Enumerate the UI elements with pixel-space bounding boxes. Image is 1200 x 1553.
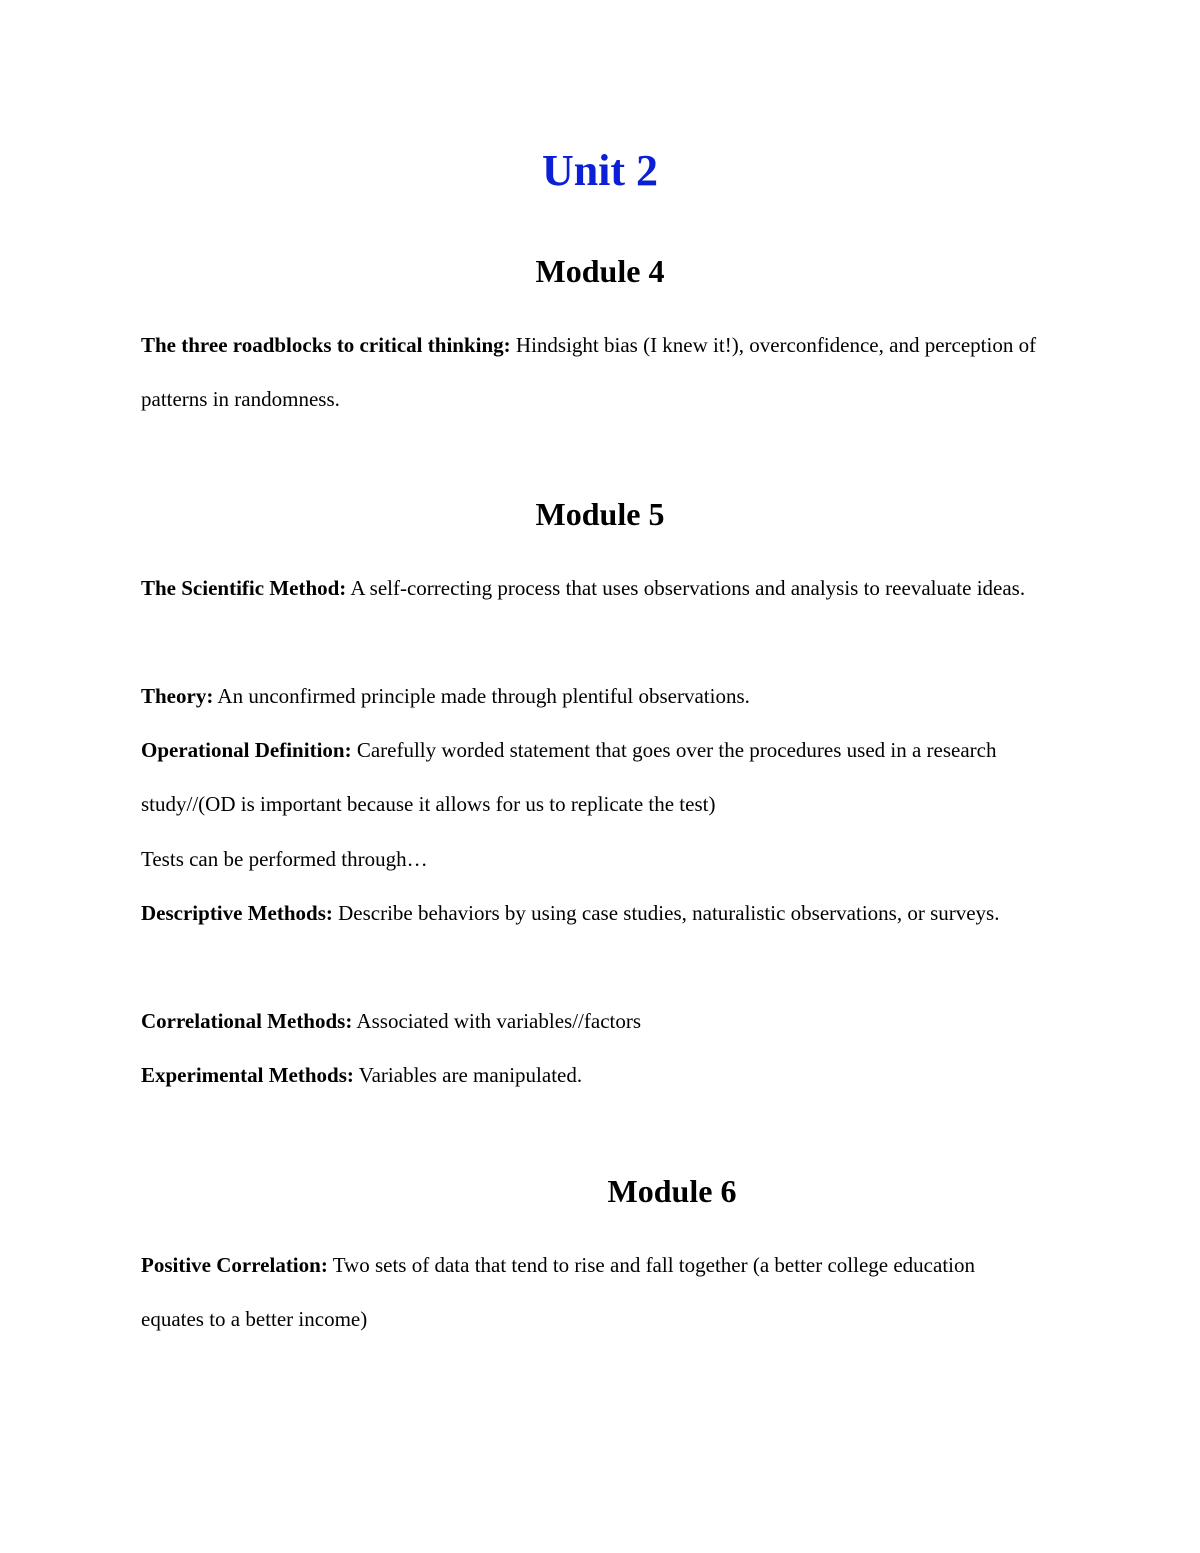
module-5-title: Module 5: [535, 496, 665, 532]
theory-paragraph: [141, 669, 1041, 723]
theory-term: Theory:: [141, 684, 214, 708]
descriptive-methods-text: Describe behaviors by using case studies, naturalistic observations, or surveys.: [332, 901, 1000, 925]
operational-definition-paragraph: [141, 723, 1041, 832]
positive-correlation-paragraph: [141, 1238, 1041, 1347]
unit-title: Unit 2: [541, 146, 659, 195]
experimental-methods-text: Variables are manipulated.: [353, 1063, 583, 1087]
theory-text: An unconfirmed principle made through plentiful observations.: [213, 684, 750, 708]
operational-definition-term: Operational Definition:: [141, 738, 352, 762]
tests-line: Tests can be performed through…: [141, 847, 428, 871]
positive-correlation-term: Positive Correlation:: [141, 1253, 328, 1277]
correlational-methods-term: Correlational Methods:: [141, 1009, 353, 1033]
positive-correlation-text: Two sets of data that tend to rise and fall together (a better college education equates to a better income): [141, 1253, 975, 1332]
roadblocks-paragraph: [141, 318, 1041, 427]
roadblocks-text: Hindsight bias (I knew it!), overconfidence, and perception of patterns in randomness.: [141, 333, 1037, 412]
correlational-methods-paragraph: [141, 994, 1041, 1048]
descriptive-methods-term: Descriptive Methods:: [141, 901, 333, 925]
scientific-method-paragraph: [141, 561, 1041, 615]
experimental-methods-paragraph: [141, 1048, 1041, 1102]
experimental-methods-term: Experimental Methods:: [141, 1063, 354, 1087]
roadblocks-term: The three roadblocks to critical thinking:: [141, 333, 511, 357]
module-6-title: Module 6: [607, 1173, 737, 1209]
descriptive-methods-paragraph: [141, 886, 1041, 940]
module-4-title: Module 4: [535, 253, 665, 289]
scientific-method-term: The Scientific Method:: [141, 576, 347, 600]
scientific-method-text: A self-correcting process that uses observations and analysis to reevaluate ideas.: [346, 576, 1026, 600]
operational-definition-text: Carefully worded statement that goes over the procedures used in a research study//(OD is important because it allows for us to replicate the test): [141, 738, 997, 817]
correlational-methods-text: Associated with variables//factors: [352, 1009, 642, 1033]
